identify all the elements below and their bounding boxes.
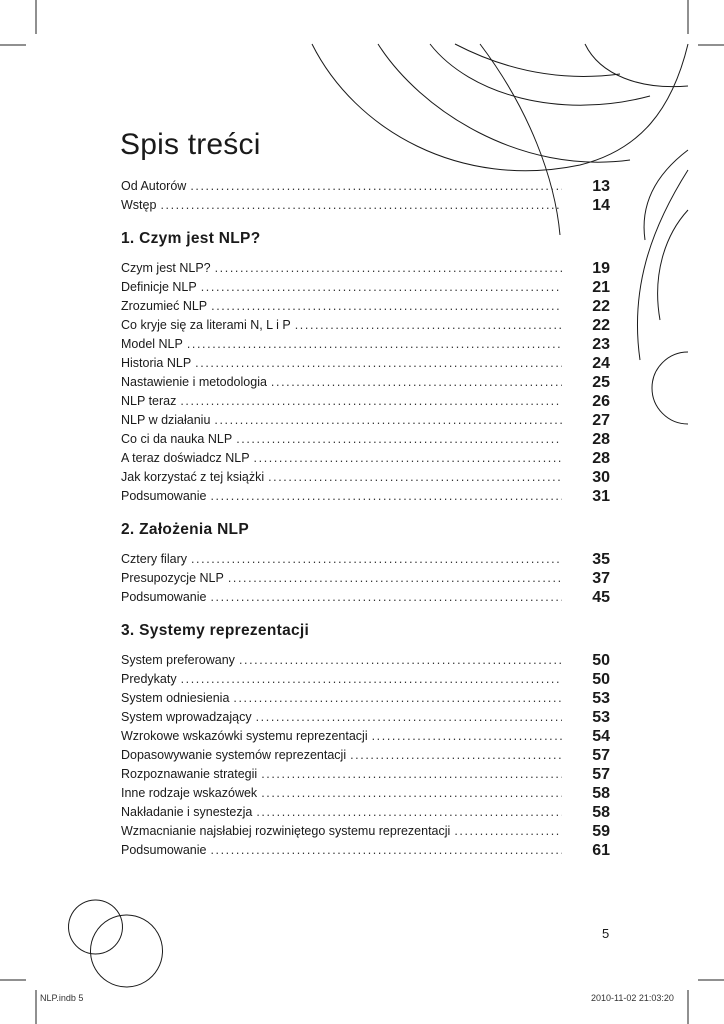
decorative-curve [455,44,620,76]
toc-entry-label: Historia NLP [121,356,192,370]
dot-leader [233,689,562,708]
toc-entry-page: 22 [592,298,610,315]
toc-entry-label: Co ci da nauka NLP [121,432,233,446]
decorative-curve [585,44,688,87]
toc-entry[interactable] [121,651,610,670]
toc-entry-page: 45 [592,589,610,606]
toc-entry-label: Cztery filary [121,552,187,566]
toc-entry-page: 19 [592,260,610,277]
toc-entry-page: 61 [592,842,610,859]
toc-entry[interactable] [121,196,610,215]
decorative-circle [69,900,123,954]
toc-entry-label: Wstęp [121,198,157,212]
dot-leader [201,278,562,297]
toc-entry-label: Podsumowanie [121,590,207,604]
decorative-curve [658,210,688,320]
toc-entry-label: Jak korzystać z tej książki [121,470,265,484]
dot-leader [210,487,562,506]
toc-entry-page: 14 [592,197,610,214]
toc-entry[interactable] [121,297,610,316]
toc-entry-page: 25 [592,374,610,391]
section-title: 3. Systemy reprezentacji [121,622,310,639]
dot-leader [239,651,562,670]
toc-entry-page: 26 [592,393,610,410]
toc-entry[interactable] [121,354,610,373]
dot-leader [372,727,562,746]
toc-entry[interactable] [121,569,610,588]
toc-entry-page: 31 [592,488,610,505]
decorative-curve [637,170,688,360]
toc-entry[interactable] [121,765,610,784]
dot-leader [215,259,562,278]
decorative-curve [312,44,688,171]
dot-leader [236,430,562,449]
dot-leader [195,354,562,373]
toc-entry-label: NLP teraz [121,394,177,408]
dot-leader [256,803,562,822]
toc-entry-label: System preferowany [121,653,235,667]
toc-entry-page: 13 [592,178,610,195]
toc-entry-page: 50 [592,652,610,669]
toc-entry[interactable] [121,278,610,297]
toc-entry-label: Nakładanie i synestezja [121,805,253,819]
dot-leader [256,708,562,727]
dot-leader [160,196,562,215]
toc-entry-page: 22 [592,317,610,334]
toc-entry[interactable] [121,449,610,468]
dot-leader [210,588,562,607]
print-slug-timestamp: 2010-11-02 21:03:20 [591,993,674,1003]
toc-entry[interactable] [121,708,610,727]
toc-entry-page: 28 [592,450,610,467]
toc-entry-label: Inne rodzaje wskazówek [121,786,258,800]
toc-entry-label: Presupozycje NLP [121,571,224,585]
toc-entry[interactable] [121,411,610,430]
toc-entry-page: 37 [592,570,610,587]
dot-leader [180,392,562,411]
toc-entry-page: 23 [592,336,610,353]
toc-entry[interactable] [121,316,610,335]
toc-entry[interactable] [121,588,610,607]
toc-entry[interactable] [121,468,610,487]
toc-entry-page: 24 [592,355,610,372]
toc-entry-label: A teraz doświadcz NLP [121,451,250,465]
page-number: 5 [602,926,610,941]
dot-leader [190,177,562,196]
decorative-arc [652,352,688,424]
dot-leader [454,822,562,841]
toc-entry[interactable] [121,746,610,765]
toc-entry-page: 21 [592,279,610,296]
section-title: 1. Czym jest NLP? [121,230,261,247]
toc-entry-page: 53 [592,690,610,707]
dot-leader [350,746,562,765]
toc-entry[interactable] [121,803,610,822]
toc-entry-page: 50 [592,671,610,688]
toc-entry[interactable] [121,335,610,354]
toc-entry-page: 53 [592,709,610,726]
decorative-circle [90,915,162,987]
toc-entry-label: Nastawienie i metodologia [121,375,267,389]
dot-leader [268,468,562,487]
toc-entry-label: Czym jest NLP? [121,261,211,275]
toc-entry-page: 59 [592,823,610,840]
toc-entry-page: 27 [592,412,610,429]
toc-entry-page: 28 [592,431,610,448]
dot-leader [261,784,562,803]
toc-entry[interactable] [121,784,610,803]
toc-entry-page: 58 [592,785,610,802]
toc-entry[interactable] [121,670,610,689]
toc-entry-label: Wzmacnianie najsłabiej rozwiniętego systemu reprezentacji [121,824,451,838]
toc-entry[interactable] [121,727,610,746]
dot-leader [254,449,562,468]
toc-entry-label: Co kryje się za literami N, L i P [121,318,291,332]
toc-entry-page: 58 [592,804,610,821]
table-of-contents [121,177,610,860]
toc-entry[interactable] [121,822,610,841]
toc-entry-page: 35 [592,551,610,568]
toc-entry-label: Podsumowanie [121,489,207,503]
print-slug-file: NLP.indb 5 [40,993,84,1003]
toc-entry-page: 57 [592,747,610,764]
toc-entry[interactable] [121,689,610,708]
dot-leader [261,765,562,784]
toc-entry[interactable] [121,177,610,196]
decorative-curve [378,44,630,162]
dot-leader [214,411,562,430]
decorative-curve [430,44,650,105]
toc-entry-page: 30 [592,469,610,486]
toc-entry-label: Wzrokowe wskazówki systemu reprezentacji [121,729,368,743]
toc-entry-page: 57 [592,766,610,783]
toc-entry-label: Dopasowywanie systemów reprezentacji [121,748,347,762]
toc-entry[interactable] [121,550,610,569]
decorative-curve [644,150,688,240]
toc-entry[interactable] [121,841,610,860]
dot-leader [210,841,562,860]
toc-entry-label: Podsumowanie [121,843,207,857]
toc-entry-page: 54 [592,728,610,745]
toc-entry-label: Definicje NLP [121,280,197,294]
toc-entry-label: Od Autorów [121,179,187,193]
toc-entry-label: Predykaty [121,672,177,686]
toc-entry[interactable] [121,487,610,506]
page-title: Spis treści [120,128,261,161]
toc-entry-label: Rozpoznawanie strategii [121,767,258,781]
dot-leader [181,670,562,689]
toc-entry-label: Zrozumieć NLP [121,299,208,313]
toc-entry[interactable] [121,392,610,411]
dot-leader [187,335,562,354]
toc-entry-label: Model NLP [121,337,183,351]
dot-leader [295,316,562,335]
toc-entry[interactable] [121,430,610,449]
toc-entry[interactable] [121,259,610,278]
dot-leader [271,373,562,392]
dot-leader [191,550,562,569]
dot-leader [228,569,562,588]
toc-entry[interactable] [121,373,610,392]
toc-entry-label: System odniesienia [121,691,230,705]
dot-leader [211,297,562,316]
toc-entry-label: System wprowadzający [121,710,252,724]
toc-entry-label: NLP w działaniu [121,413,211,427]
section-title: 2. Założenia NLP [121,521,249,538]
